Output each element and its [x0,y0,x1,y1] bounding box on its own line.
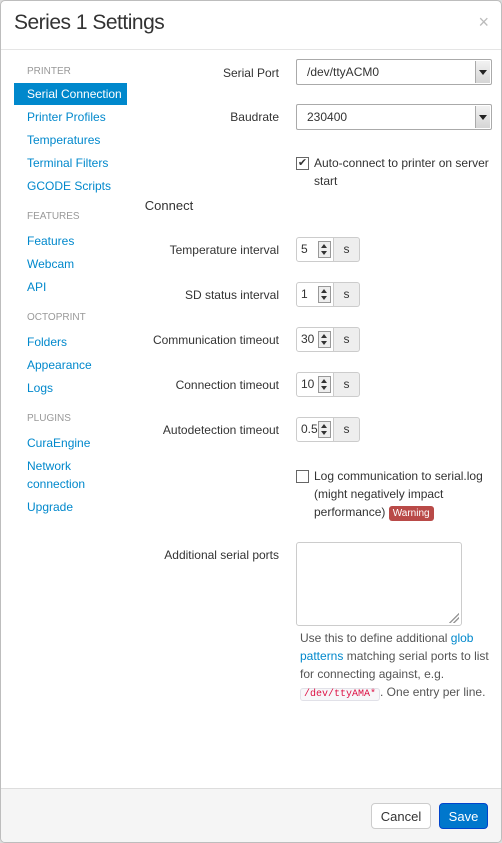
sidebar-item-logs[interactable]: Logs [27,381,54,395]
log-serial-label-wrap [314,467,484,521]
additional-ports-label: Additional serial ports [164,548,279,562]
sidebar-item-api[interactable]: API [27,280,47,294]
additional-ports-help [300,629,495,704]
baudrate-select[interactable] [296,104,492,130]
sidebar-item-webcam[interactable]: Webcam [27,257,75,271]
sidebar-item-serial-connection[interactable]: Serial Connection [14,83,127,105]
connection-timeout-value: 10 [301,377,315,391]
communication-timeout-label: Communication timeout [152,333,279,347]
settings-sidebar [14,61,127,519]
serial-port-value: /dev/ttyACM0 [307,65,380,79]
glob-patterns-link[interactable]: glob patterns [300,631,474,663]
connect-button[interactable]: Connect [134,194,204,218]
log-serial-label: Log communication to serial.log (might negatively impact performance) [314,469,483,519]
sd-status-interval-unit: s [334,282,360,307]
autodetection-timeout-value: 0.5 [301,422,318,436]
sidebar-item-features[interactable]: Features [27,234,75,248]
sidebar-item-gcode-scripts[interactable]: GCODE Scripts [27,179,112,193]
sidebar-item-appearance[interactable]: Appearance [27,358,92,372]
sidebar-item-network-connection[interactable]: Network connection [27,459,86,491]
resize-handle-icon[interactable] [449,613,459,623]
chevron-down-icon [475,61,490,83]
temperature-interval-label: Temperature interval [169,243,279,257]
sd-status-interval-value: 1 [301,287,308,301]
sd-status-interval-label: SD status interval [184,288,279,302]
sidebar-item-curaengine[interactable]: CuraEngine [27,436,91,450]
spinner-icon[interactable] [318,376,331,393]
autoconnect-checkbox[interactable]: ✔ [297,157,308,169]
help-code: /dev/ttyAMA* [300,688,380,701]
sd-status-interval-input[interactable] [296,282,334,307]
additional-ports-textarea[interactable] [296,542,462,626]
temperature-interval-value: 5 [301,242,308,256]
temperature-interval-unit: s [334,237,360,262]
connection-timeout-input[interactable] [296,372,334,397]
autodetection-timeout-input[interactable] [296,417,334,442]
autoconnect-label: Auto-connect to printer on server start [314,156,489,188]
sidebar-header-octoprint: OCTOPRINT [27,312,86,323]
dialog-title: Series 1 Settings [14,11,165,34]
warning-badge: Warning [389,506,434,521]
baudrate-value: 230400 [307,110,348,124]
sidebar-header-plugins: PLUGINS [27,413,71,424]
dialog-footer [1,788,501,843]
connection-timeout-unit: s [334,372,360,397]
serial-port-label: Serial Port [222,66,279,80]
sidebar-item-upgrade[interactable]: Upgrade [27,500,74,514]
sidebar-header-printer: PRINTER [27,66,71,77]
spinner-icon[interactable] [318,421,331,438]
close-icon[interactable]: × [478,12,489,32]
log-serial-checkbox[interactable] [296,470,309,483]
sidebar-item-terminal-filters[interactable]: Terminal Filters [27,156,109,170]
spinner-icon[interactable] [318,331,331,348]
communication-timeout-input[interactable] [296,327,334,352]
help-prefix: Use this to define additional [300,631,448,645]
chevron-down-icon [475,106,490,128]
save-button[interactable]: Save [439,803,488,829]
sidebar-header-features: FEATURES [27,211,80,222]
autodetection-timeout-unit: s [334,417,360,442]
dialog-header [1,1,501,50]
sidebar-item-temperatures[interactable]: Temperatures [27,133,101,147]
temperature-interval-input[interactable] [296,237,334,262]
autodetection-timeout-label: Autodetection timeout [162,423,279,437]
baudrate-label: Baudrate [230,110,279,124]
sidebar-item-printer-profiles[interactable]: Printer Profiles [27,110,106,124]
spinner-icon[interactable] [318,286,331,303]
spinner-icon[interactable] [318,241,331,258]
connection-timeout-label: Connection timeout [175,378,279,392]
cancel-button[interactable]: Cancel [371,803,431,829]
serial-port-select[interactable] [296,59,492,85]
help-middle: matching serial ports to list for connecting against, e.g. [300,649,489,681]
sidebar-item-folders[interactable]: Folders [27,335,68,349]
help-suffix: . One entry per line. [380,685,486,699]
communication-timeout-unit: s [334,327,360,352]
communication-timeout-value: 30 [301,332,315,346]
